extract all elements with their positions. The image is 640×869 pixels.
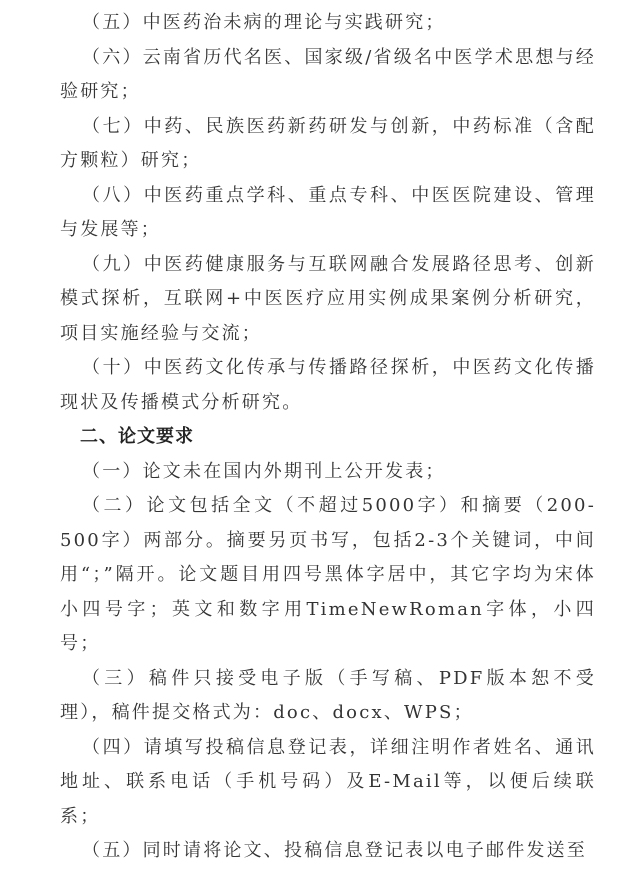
paragraph-item-6: （六）云南省历代名医、国家级/省级名中医学术思想与经验研究；: [60, 46, 596, 102]
paragraph-item-9: （九）中医药健康服务与互联网融合发展路径思考、创新模式探析，互联网+中医医疗应用实例成果案例分析研究，项目实施经验与交流；: [60, 253, 596, 344]
paragraph-item-5: （五）中医药治未病的理论与实践研究；: [82, 12, 446, 33]
requirement-item-3: （三）稿件只接受电子版（手写稿、PDF版本恕不受理），稿件提交格式为：doc、docx、WPS；: [60, 667, 596, 723]
requirement-item-2: （二）论文包括全文（不超过5000字）和摘要（200-500字）两部分。摘要另页书写，包括2-3个关键词，中间用“；”隔开。论文题目用四号黑体字居中，其它字均为宋体小四号字；英文和数字用TimeNewRoman字体，小四号；: [60, 495, 596, 654]
paragraph-item-7: （七）中药、民族医药新药研发与创新，中药标准（含配方颗粒）研究；: [60, 115, 596, 171]
requirement-item-1: （一）论文未在国内外期刊上公开发表；: [82, 460, 446, 482]
section-heading: 二、论文要求: [80, 426, 194, 447]
paragraph-item-8: （八）中医药重点学科、重点专科、中医医院建设、管理与发展等；: [60, 184, 596, 240]
paragraph-item-10: （十）中医药文化传承与传播路径探析，中医药文化传播现状及传播模式分析研究。: [60, 357, 596, 413]
requirement-item-5: （五）同时请将论文、投稿信息登记表以电子邮件发送至: [82, 840, 587, 861]
requirement-item-4: （四）请填写投稿信息登记表，详细注明作者姓名、通讯地址、联系电话（手机号码）及E-Mail等，以便后续联系；: [60, 736, 596, 827]
